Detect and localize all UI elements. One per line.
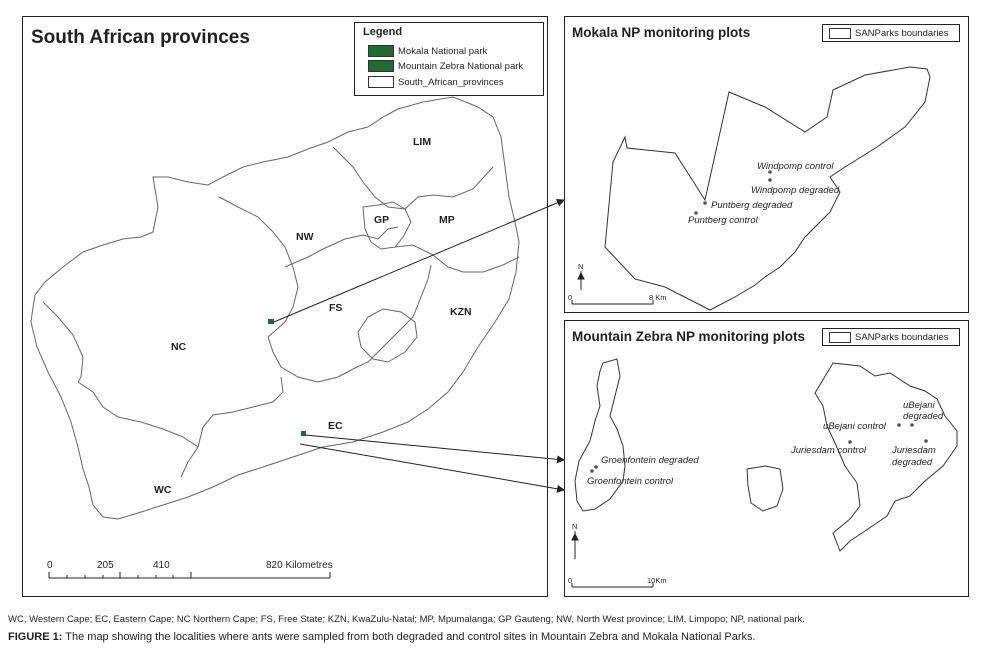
groenfontein-control-point <box>590 469 594 473</box>
central-small-boundary <box>747 466 783 511</box>
figure-caption <box>8 631 756 643</box>
mountain-zebra-swatch <box>368 60 394 72</box>
mz-scale-start: 0 <box>568 576 573 585</box>
figure-caption-text: The map showing the localities where ants were sampled from both degraded and control sites in Mountain Zebra and Mokala National Parks. <box>62 631 756 643</box>
puntberg-degraded-label: Puntberg degraded <box>711 200 793 211</box>
main-scale-bar <box>49 572 330 578</box>
mokala-map <box>565 17 968 312</box>
groenfontein-control-label: Groenfontein control <box>587 476 674 487</box>
boundary-wc <box>78 382 198 447</box>
scale-tick-205: 205 <box>97 560 114 571</box>
label-nc: NC <box>171 341 187 353</box>
mokala-north-arrow <box>578 271 584 290</box>
boundary-lim <box>333 147 493 209</box>
mz-scale-end: 10Km <box>647 576 667 585</box>
ubejani-control-point <box>897 423 901 427</box>
abbreviation-note: WC, Western Cape; EC, Eastern Cape; NC Northern Cape; FS, Free State; KZN, KwaZulu-Natal; MP, Mpumalanga; GP Gauteng; NW, North West province; LIM, Limpopo; NP, national park. <box>8 614 805 625</box>
label-fs: FS <box>329 302 343 314</box>
mokala-scale-bar <box>572 300 653 304</box>
juriesdam-degraded-point <box>924 439 928 443</box>
legend-row-mountain-zebra <box>368 60 523 72</box>
boundary-fs-kzn <box>353 265 431 369</box>
juriesdam-ubejani-boundary <box>815 363 957 551</box>
ubejani-degraded-label-line1: uBejani <box>903 400 935 411</box>
mountain-zebra-inset-panel <box>564 320 969 597</box>
juriesdam-control-label: Juriesdam control <box>791 445 866 456</box>
mokala-north-label: N <box>578 262 584 271</box>
boundary-nc-ec <box>181 377 283 477</box>
legend-row-mokala <box>368 45 487 57</box>
label-wc: WC <box>154 484 172 496</box>
boundary-mp-kzn <box>395 245 519 272</box>
mountain-zebra-map <box>565 321 968 596</box>
figure-label: FIGURE 1: <box>8 631 63 643</box>
mz-north-label: N <box>572 522 578 531</box>
boundary-fs-south <box>268 337 353 382</box>
mokala-legend-label: SANParks boundaries <box>855 27 949 39</box>
mokala-title: Mokala NP monitoring plots <box>572 25 751 40</box>
scale-tick-820: 820 Kilometres <box>266 560 333 571</box>
south-africa-map-panel <box>22 16 548 597</box>
boundary-lesotho <box>358 309 417 362</box>
ubejani-degraded-label-line2: degraded <box>903 411 944 422</box>
ubejani-degraded-point <box>910 423 914 427</box>
mountain-zebra-park-marker <box>301 431 306 436</box>
label-mp: MP <box>439 214 455 226</box>
puntberg-control-label: Puntberg control <box>688 215 758 226</box>
legend-label-mountain-zebra: Mountain Zebra National park <box>398 60 524 72</box>
ubejani-control-label: uBejani control <box>823 421 886 432</box>
boundary-nc-west <box>43 302 83 382</box>
groenfontein-degraded-label: Groenfontein degraded <box>601 455 699 466</box>
label-kzn: KZN <box>450 306 472 318</box>
windpomp-degraded-point <box>768 178 772 182</box>
country-outline <box>31 97 519 519</box>
puntberg-degraded-point <box>703 201 707 205</box>
main-legend <box>354 22 544 96</box>
province-map <box>23 17 547 596</box>
label-lim: LIM <box>413 136 432 148</box>
juriesdam-control-point <box>848 440 852 444</box>
provinces-swatch <box>368 76 394 88</box>
legend-label-provinces: South_African_provinces <box>398 76 504 88</box>
main-map-title: South African provinces <box>31 27 250 48</box>
label-nw: NW <box>296 231 314 243</box>
windpomp-control-label: Windpomp control <box>757 161 834 172</box>
legend-row-provinces <box>368 76 504 88</box>
label-ec: EC <box>328 420 343 432</box>
mokala-park-marker <box>268 319 274 324</box>
scale-tick-410: 410 <box>153 560 170 571</box>
legend-heading: Legend <box>363 26 403 38</box>
mokala-scale-end: 8 Km <box>649 293 667 302</box>
mz-legend-label: SANParks boundaries <box>855 331 949 343</box>
mokala-swatch <box>368 45 394 57</box>
mountain-zebra-title: Mountain Zebra NP monitoring plots <box>572 329 805 344</box>
juriesdam-degraded-label-line1: Juriesdam <box>892 445 936 456</box>
scale-tick-0: 0 <box>47 560 53 571</box>
mokala-scale-start: 0 <box>568 293 573 302</box>
groenfontein-boundary <box>575 359 625 511</box>
mz-scale-bar <box>572 583 653 587</box>
groenfontein-degraded-point <box>594 465 598 469</box>
label-gp: GP <box>374 214 390 226</box>
juriesdam-degraded-label-line2: degraded <box>892 457 933 468</box>
windpomp-degraded-label: Windpomp degraded <box>751 185 840 196</box>
mokala-inset-panel <box>564 16 969 313</box>
mz-north-arrow <box>572 531 578 559</box>
legend-label-mokala: Mokala National park <box>398 45 488 57</box>
